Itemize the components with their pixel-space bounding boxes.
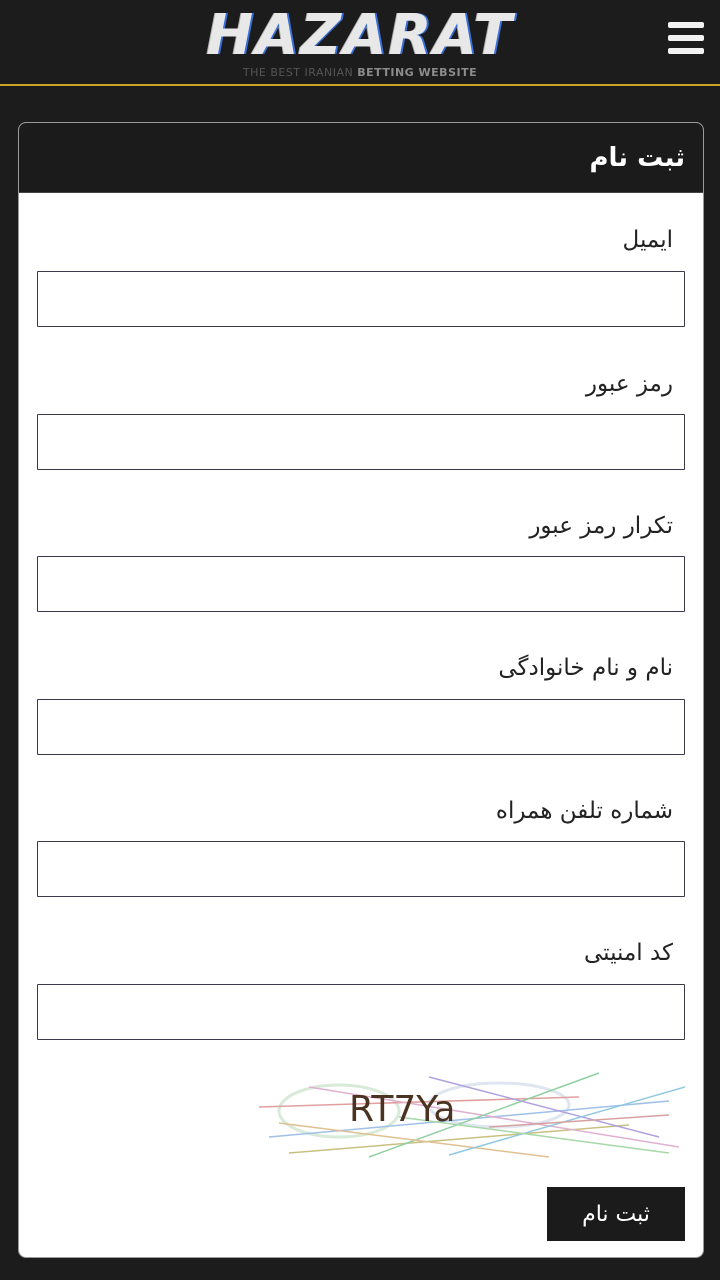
security-code-field[interactable] <box>37 984 685 1040</box>
password-field[interactable] <box>37 414 685 470</box>
site-header <box>0 0 720 86</box>
registration-card <box>18 122 704 1258</box>
hamburger-menu-icon[interactable] <box>664 18 708 58</box>
card-header <box>19 123 703 193</box>
logo-text: HAZARAT <box>206 3 514 68</box>
register-submit-button[interactable]: ثبت نام <box>547 1187 685 1241</box>
captcha-image <box>249 1067 685 1163</box>
site-logo[interactable] <box>192 3 528 80</box>
tagline-bold: BETTING WEBSITE <box>357 66 478 79</box>
confirm-password-label: تکرار رمز عبور <box>529 513 673 539</box>
confirm-password-field[interactable] <box>37 556 685 612</box>
tagline-prefix: THE BEST IRANIAN <box>242 66 358 79</box>
email-label: ایمیل <box>622 227 673 253</box>
email-field[interactable] <box>37 271 685 327</box>
mobile-number-label: شماره تلفن همراه <box>495 798 673 824</box>
security-code-label: کد امنیتی <box>583 940 673 966</box>
captcha-text: RT7Ya <box>349 1089 456 1130</box>
page-title: ثبت نام <box>589 143 685 173</box>
full-name-field[interactable] <box>37 699 685 755</box>
full-name-label: نام و نام خانوادگی <box>498 655 673 681</box>
password-label: رمز عبور <box>585 371 673 397</box>
mobile-number-field[interactable] <box>37 841 685 897</box>
logo-tagline <box>192 66 528 80</box>
